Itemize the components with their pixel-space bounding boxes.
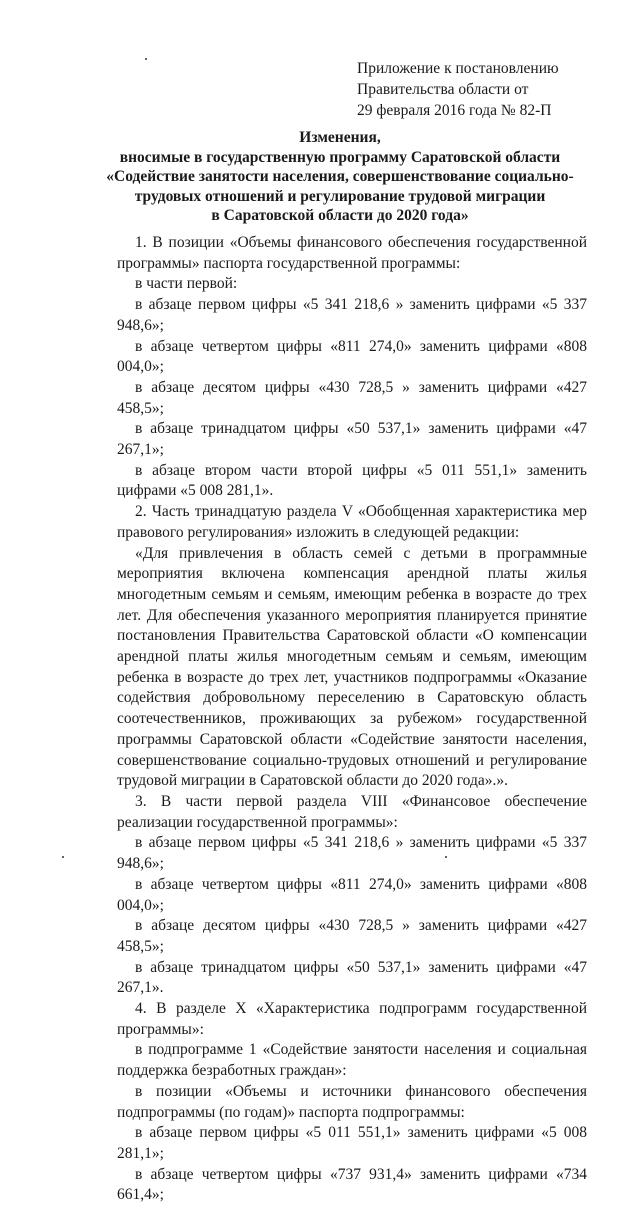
approval-line: Приложение к постановлению	[357, 60, 559, 77]
paragraph: в абзаце десятом цифры «430 728,5 » заменить цифрами «427 458,5»;	[117, 917, 587, 955]
paragraph: «Для привлечения в область семей с детьми в программные мероприятия включена компенсация арендной платы жилья многодетным семьям и семьям, имеющим ребенка в возрасте до трех лет. Для обеспечения указанного мероприятия планируется принятие постановления Правительства Саратовской области «О компенсации арендной платы жилья многодетным семьям и семьям, имеющим ребенка в возрасте до трех лет, участников подпрограммы «Оказание содействия добровольному переселению в Саратовскую область соотечественников, проживающих за рубежом» государственной программы Саратовской области «Содействие занятости населения, совершенствование социально-трудовых отношений и регулирование трудовой миграции в Саратовской области до 2020 года».».	[117, 544, 587, 790]
document-body	[117, 233, 587, 1206]
title-line: в Саратовской области до 2020 года»	[211, 207, 469, 224]
paragraph: в абзаце тринадцатом цифры «50 537,1» заменить цифрами «47 267,1».	[117, 958, 587, 997]
paragraph: в позиции «Объемы и источники финансового обеспечения подпрограммы (по годам)» паспорта подпрограммы:	[117, 1082, 587, 1121]
paragraph: в абзаце четвертом цифры «811 274,0» заменить цифрами «808 004,0»;	[117, 875, 587, 914]
paragraph: 3. В части первой раздела VIII «Финансовое обеспечение реализации государственной программы»:	[117, 792, 587, 831]
scan-speck	[145, 58, 147, 60]
paragraph: в абзаце десятом цифры «430 728,5 » заменить цифрами «427 458,5»;	[117, 378, 587, 417]
paragraph: в абзаце тринадцатом цифры «50 537,1» заменить цифрами «47 267,1»;	[117, 420, 587, 459]
approval-date: 29 февраля 2016 года № 82-П	[357, 102, 552, 119]
scan-speck	[62, 856, 64, 858]
paragraph: в абзаце первом цифры «5 341 218,6 » заменить цифрами «5 337 948,6»;	[117, 834, 587, 873]
paragraph: 1. В позиции «Объемы финансового обеспечения государственной программы» паспорта государственной программы:	[117, 234, 587, 272]
paragraph: в абзаце четвертом цифры «811 274,0» заменить цифрами «808 004,0»;	[117, 337, 587, 376]
title-line: трудовых отношений и регулирование трудовой миграции	[134, 187, 546, 205]
document-title	[100, 128, 580, 226]
paragraph: в абзаце втором части второй цифры «5 011 551,1» заменить цифрами «5 008 281,1».	[117, 461, 587, 500]
paragraph: 2. Часть тринадцатую раздела V «Обобщенная характеристика мер правового регулирования» изложить в следующей редакции:	[117, 503, 587, 541]
title-line: «Содействие занятости населения, совершенствование социально-	[106, 168, 574, 185]
approval-line: Правительства области от	[357, 81, 529, 98]
paragraph: в абзаце первом цифры «5 011 551,1» заменить цифрами «5 008 281,1»;	[117, 1124, 587, 1162]
paragraph: в части первой:	[135, 275, 238, 293]
paragraph: в абзаце четвертом цифры «737 931,4» заменить цифрами «734 661,4»;	[117, 1165, 587, 1204]
paragraph: в подпрограмме 1 «Содействие занятости населения и социальная поддержка безработных граждан»:	[117, 1041, 587, 1080]
title-line: Изменения,	[299, 129, 381, 146]
approval-block	[357, 58, 607, 121]
title-line: вносимые в государственную программу Саратовской области	[119, 148, 561, 166]
paragraph: в абзаце первом цифры «5 341 218,6 » заменить цифрами «5 337 948,6»;	[117, 296, 587, 334]
paragraph: 4. В разделе X «Характеристика подпрограмм государственной программы»:	[117, 1000, 587, 1038]
